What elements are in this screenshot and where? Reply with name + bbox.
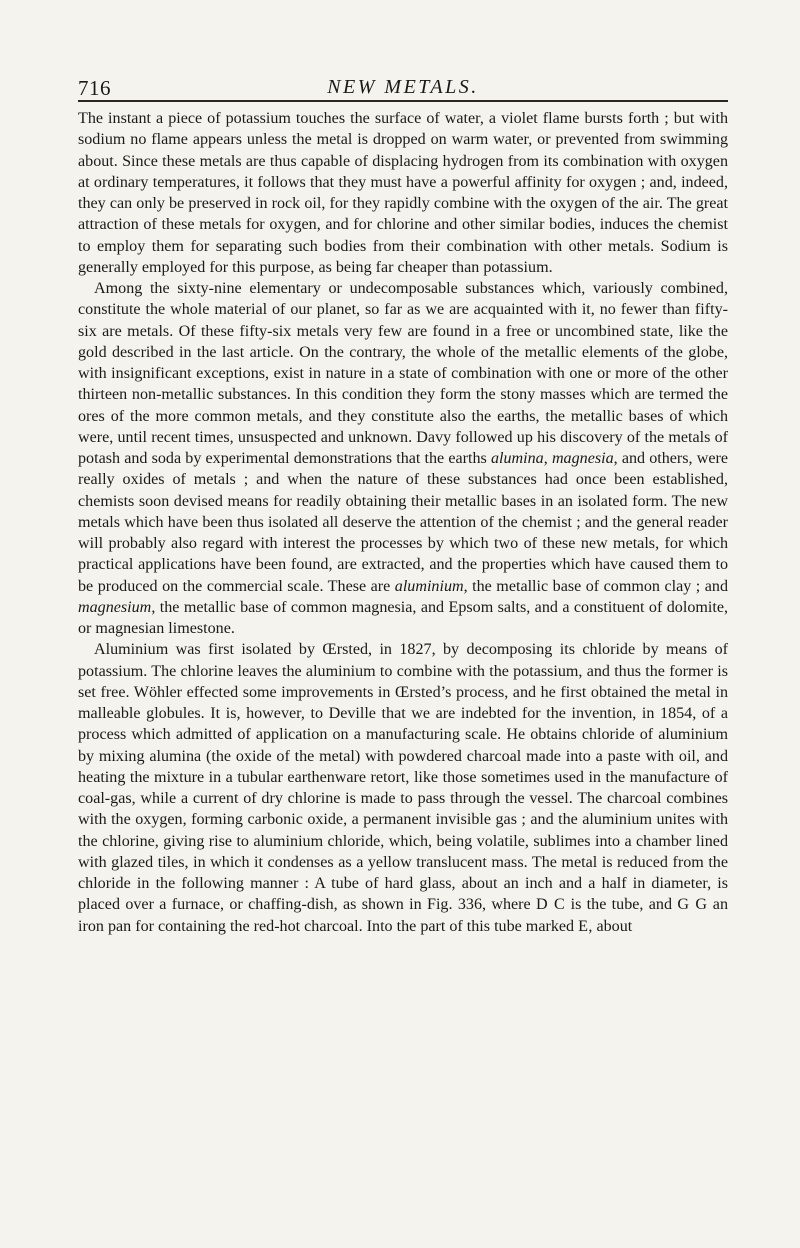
paragraph xyxy=(78,278,728,639)
page-number: 716 xyxy=(78,76,111,100)
book-page xyxy=(78,56,728,937)
running-title: NEW METALS. xyxy=(327,76,479,98)
text-run: Among the sixty-nine elementary or undecomposable substances which, variously combined, constitute the whole material of our planet, so far as we are acquainted with it, no fewer than fifty-six are metals. Of these fifty-six metals very few are found in a free or uncombined state, like the gold described in the last article. On the contrary, the whole of the metallic elements of the globe, with insignificant exceptions, exist in nature in a state of combination with one or more of the other thirteen non-metallic substances. In this condition they form the stony masses which are termed the ores of the more common metals, and they constitute also the earths, the metallic bases of which were, until recent times, unsuspected and unknown. Davy followed up his discovery of the metals of potash and soda by experimental demonstrations that the earths xyxy=(78,280,728,467)
italic-term: alumina xyxy=(490,450,544,467)
italic-term: magnesium xyxy=(78,598,152,616)
text-run: , the metallic base of common clay ; and xyxy=(463,577,728,595)
figure-label: E xyxy=(578,917,589,935)
text-run: an iron pan for containing the red-hot charcoal. Into the part of this tube marked xyxy=(78,896,728,935)
paragraph xyxy=(78,639,728,937)
page-header xyxy=(78,56,728,100)
body-text xyxy=(78,108,728,937)
figure-label: G G xyxy=(677,896,708,914)
text-run: , and others, were really oxides of metals ; and when the nature of these substances had once been established, chemists soon devised means for readily obtaining their metallic bases in an isolated form. The new metals which have been thus isolated all deserve the attention of the chemist ; and the general reader will probably also regard with interest the processes by which two of these new metals, for which practical applications have been found, are extracted, and the properties which have caused them to be produced on the commercial scale. These are xyxy=(78,450,729,595)
italic-term: magnesia xyxy=(551,450,614,467)
text-run: is the tube, and xyxy=(565,896,678,914)
header-rule xyxy=(78,100,728,102)
text-run: The instant a piece of potassium touches the surface of water, a violet flame bursts forth ; but with sodium no flame appears unless the metal is dropped on warm water, or prevented from swimming about. Since these metals are thus capable of displacing hydrogen from its combination with oxygen at ordinary temperatures, it follows that they must have a powerful affinity for oxygen ; and, indeed, they can only be preserved in rock oil, for they rapidly combine with the oxygen of the air. The great attraction of these metals for oxygen, and for chlorine and other similar bodies, induces the chemist to employ them for separating such bodies from their combination with other metals. Sodium is generally employed for this purpose, as being far cheaper than potassium. xyxy=(78,110,728,276)
text-run: , the metallic base of common magnesia, and Epsom salts, and a constituent of dolomite, or magnesian limestone. xyxy=(78,598,728,637)
text-run: , xyxy=(543,450,552,467)
paragraph xyxy=(78,108,728,278)
figure-label: D C xyxy=(536,896,566,914)
text-run: Aluminium was first isolated by Œrsted, in 1827, by decomposing its chloride by means of potassium. The chlorine leaves the aluminium to combine with the potassium, and thus the former is set free. Wöhler effected some improvements in Œrsted’s process, and he first obtained the metal in malleable globules. It is, however, to Deville that we are indebted for the invention, in 1854, of a process which admitted of application on a manufacturing scale. He obtains chloride of aluminium by mixing alumina (the oxide of the metal) with powdered charcoal made into a paste with oil, and heating the mixture in a tubular earthenware retort, like those sometimes used in the manufacture of coal-gas, while a current of dry chlorine is made to pass through the vessel. The charcoal combines with the oxygen, forming carbonic oxide, a permanent invisible gas ; and the aluminium unites with the chlorine, giving rise to aluminium chloride, which, being volatile, sublimes into a chamber lined with glazed tiles, in which it condenses as a yellow translucent mass. The metal is reduced from the chloride in the following manner : A tube of hard glass, about an inch and a half in diameter, is placed over a furnace, or chaffing-dish, as shown in Fig. 336, where xyxy=(78,641,728,914)
italic-term: aluminium xyxy=(394,577,464,595)
text-run: , about xyxy=(588,917,633,935)
